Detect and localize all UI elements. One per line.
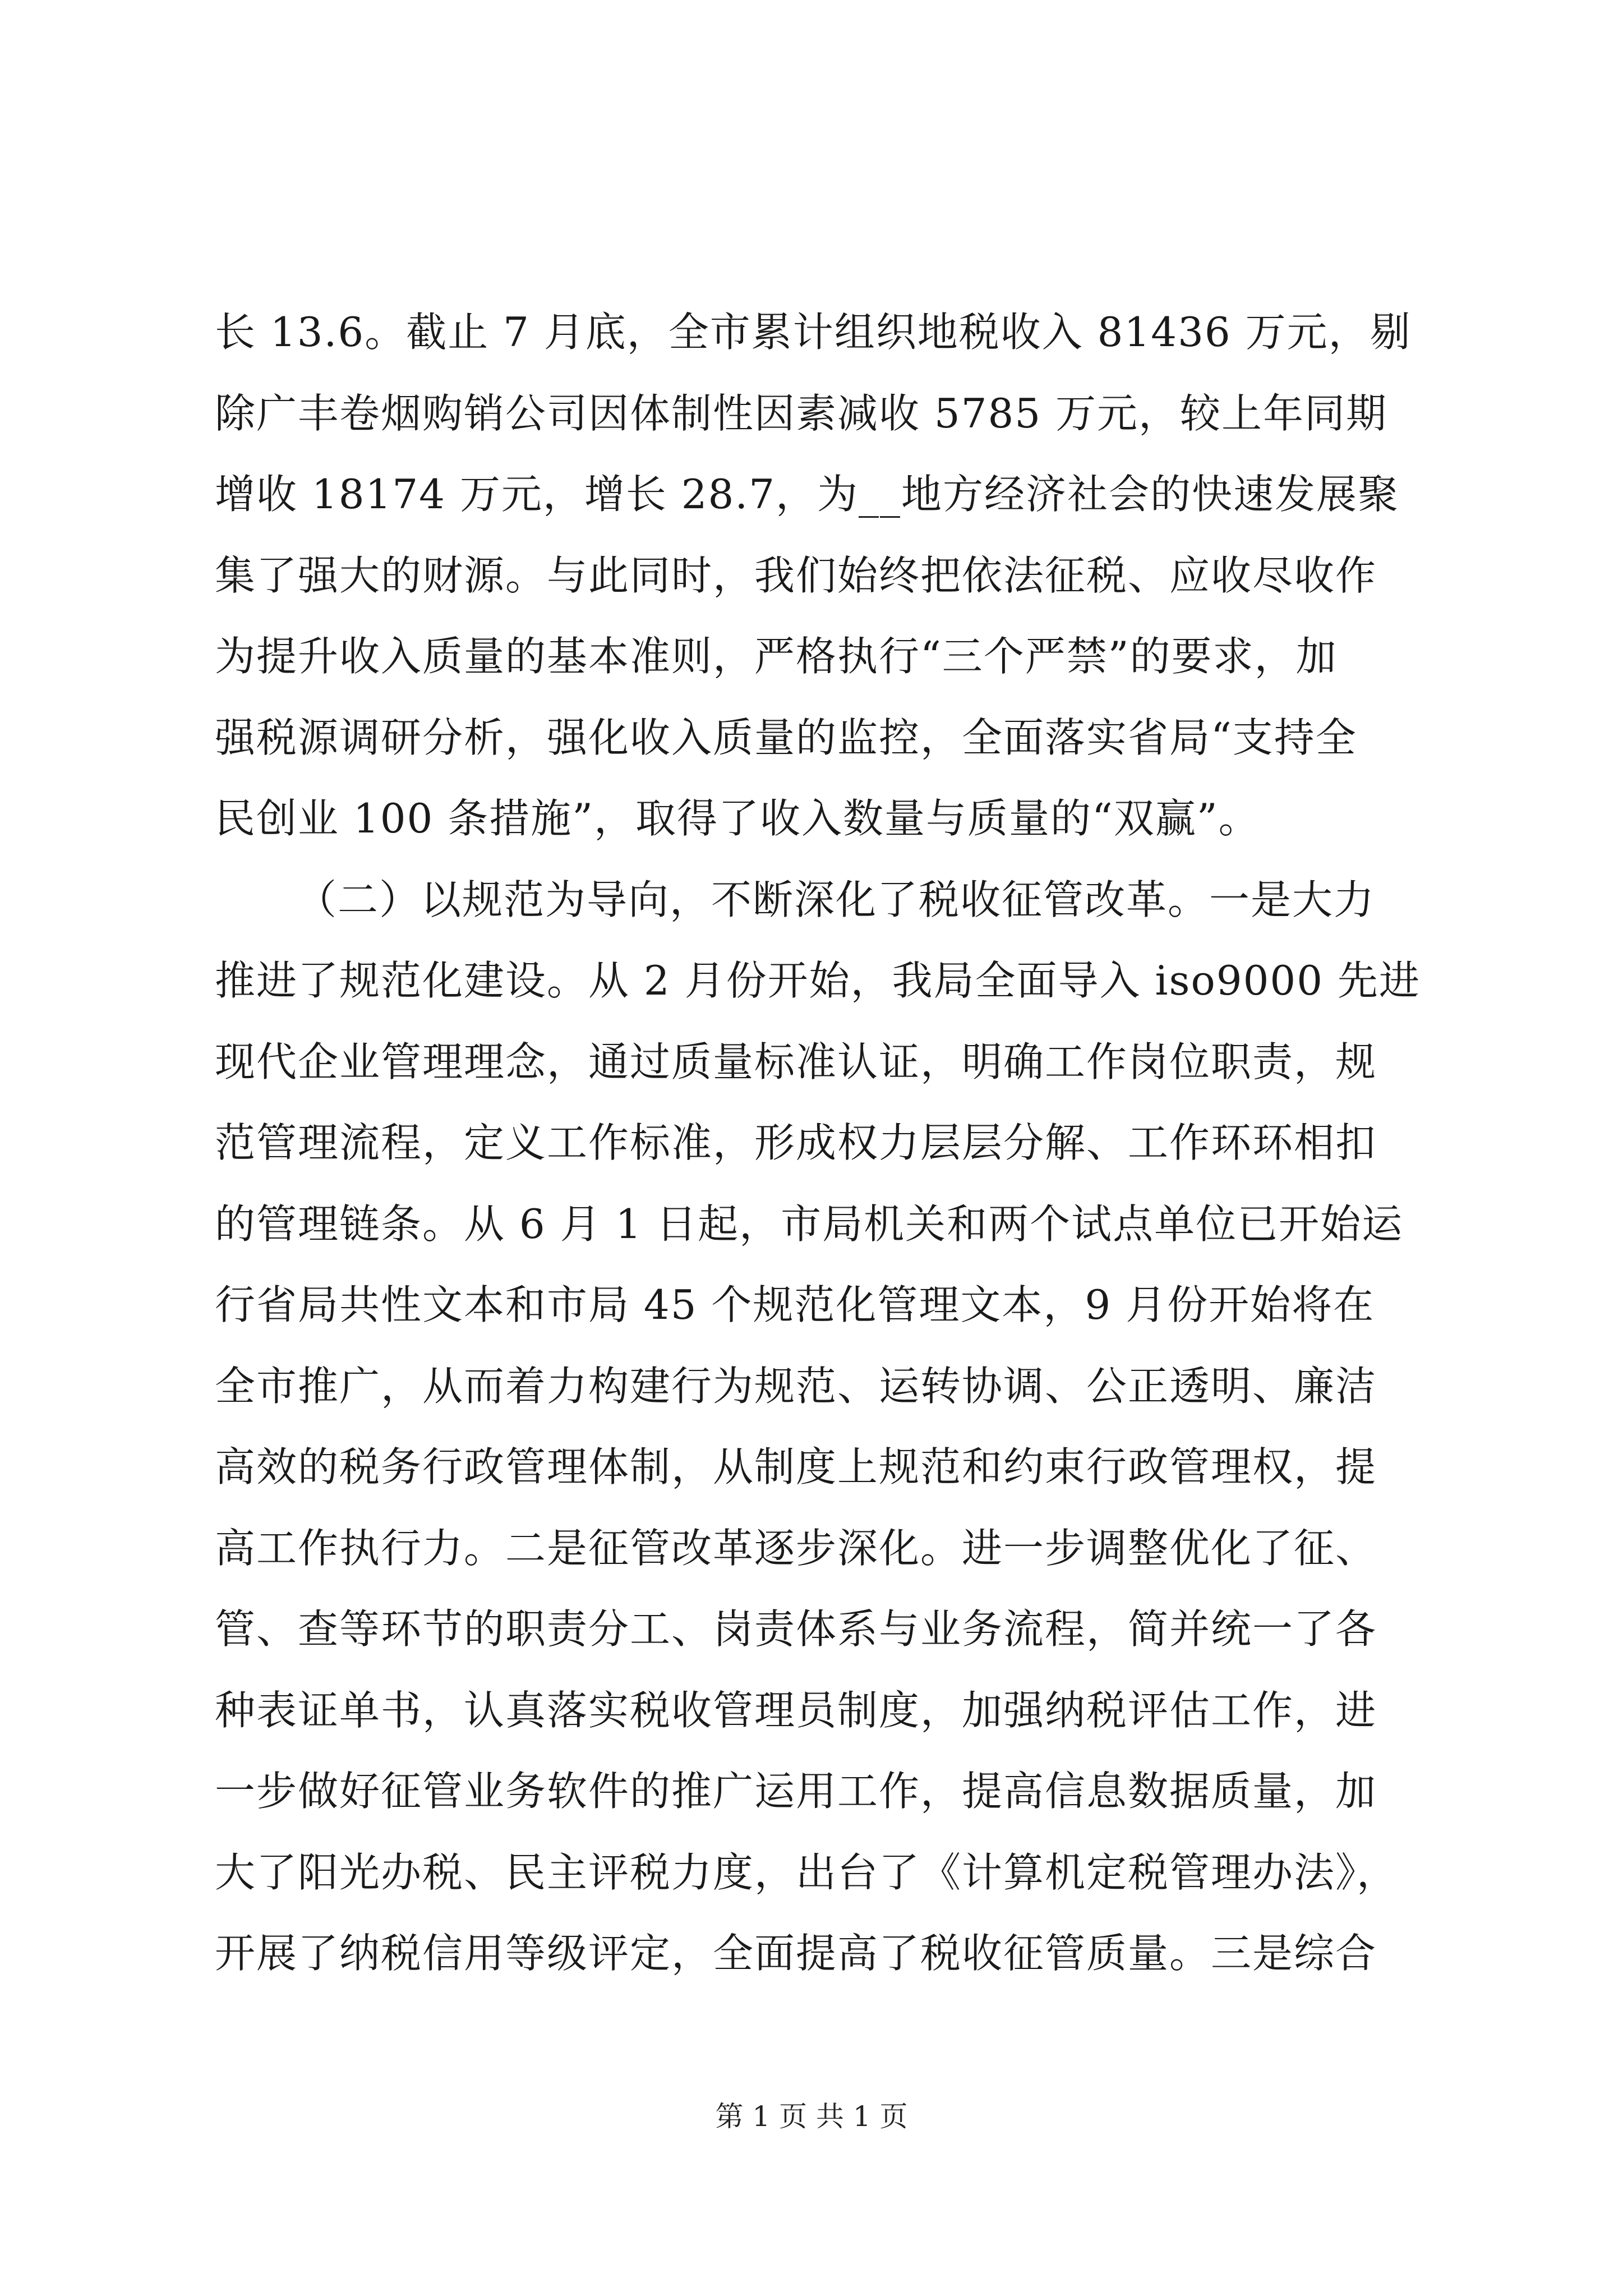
text-line: 民创业 100 条措施”，取得了收入数量与质量的“双赢”。 — [215, 795, 1260, 842]
text-line: 全市推广，从而着力构建行为规范、运转协调、公正透明、廉洁 — [215, 1362, 1377, 1410]
text-line: 推进了规范化建设。从 2 月份开始，我局全面导入 iso9000 先进 — [215, 957, 1421, 1004]
body-text — [215, 292, 1421, 1994]
text-line: 范管理流程，定义工作标准，形成权力层层分解、工作环环相扣 — [215, 1119, 1377, 1166]
text-line: 高工作执行力。二是征管改革逐步深化。进一步调整优化了征、 — [215, 1524, 1377, 1572]
text-line: 种表证单书，认真落实税收管理员制度，加强纳税评估工作，进 — [215, 1686, 1377, 1734]
text-line: 管、查等环节的职责分工、岗责体系与业务流程，简并统一了各 — [215, 1605, 1377, 1653]
text-line: 行省局共性文本和市局 45 个规范化管理文本，9 月份开始将在 — [215, 1281, 1375, 1328]
text-line: 增收 18174 万元，增长 28.7，为__地方经济社会的快速发展聚 — [215, 471, 1400, 518]
text-line: 除广丰卷烟购销公司因体制性因素减收 5785 万元，较上年同期 — [215, 389, 1388, 437]
text-line: 开展了纳税信用等级评定，全面提高了税收征管质量。三是综合 — [215, 1930, 1377, 1977]
text-line: 高效的税务行政管理体制，从制度上规范和约束行政管理权，提 — [215, 1443, 1377, 1490]
text-line: 现代企业管理理念，通过质量标准认证，明确工作岗位职责，规 — [215, 1038, 1377, 1085]
text-line: 的管理链条。从 6 月 1 日起，市局机关和两个试点单位已开始运 — [215, 1200, 1404, 1248]
text-line: 集了强大的财源。与此同时，我们始终把依法征税、应收尽收作 — [215, 551, 1377, 599]
text-line: 强税源调研分析，强化收入质量的监控，全面落实省局“支持全 — [215, 714, 1357, 761]
text-line: 为提升收入质量的基本准则，严格执行“三个严禁”的要求，加 — [215, 633, 1338, 680]
page-number-footer: 第 1 页 共 1 页 — [715, 2100, 908, 2133]
text-line: 一步做好征管业务软件的推广运用工作，提高信息数据质量，加 — [215, 1768, 1377, 1815]
text-line: 大了阳光办税、民主评税力度，出台了《计算机定税管理办法》， — [215, 1848, 1399, 1896]
text-line: 长 13.6。截止 7 月底，全市累计组织地税收入 81436 万元，剔 — [215, 309, 1412, 356]
paragraph-start-line: （二）以规范为导向，不断深化了税收征管改革。一是大力 — [296, 876, 1376, 923]
